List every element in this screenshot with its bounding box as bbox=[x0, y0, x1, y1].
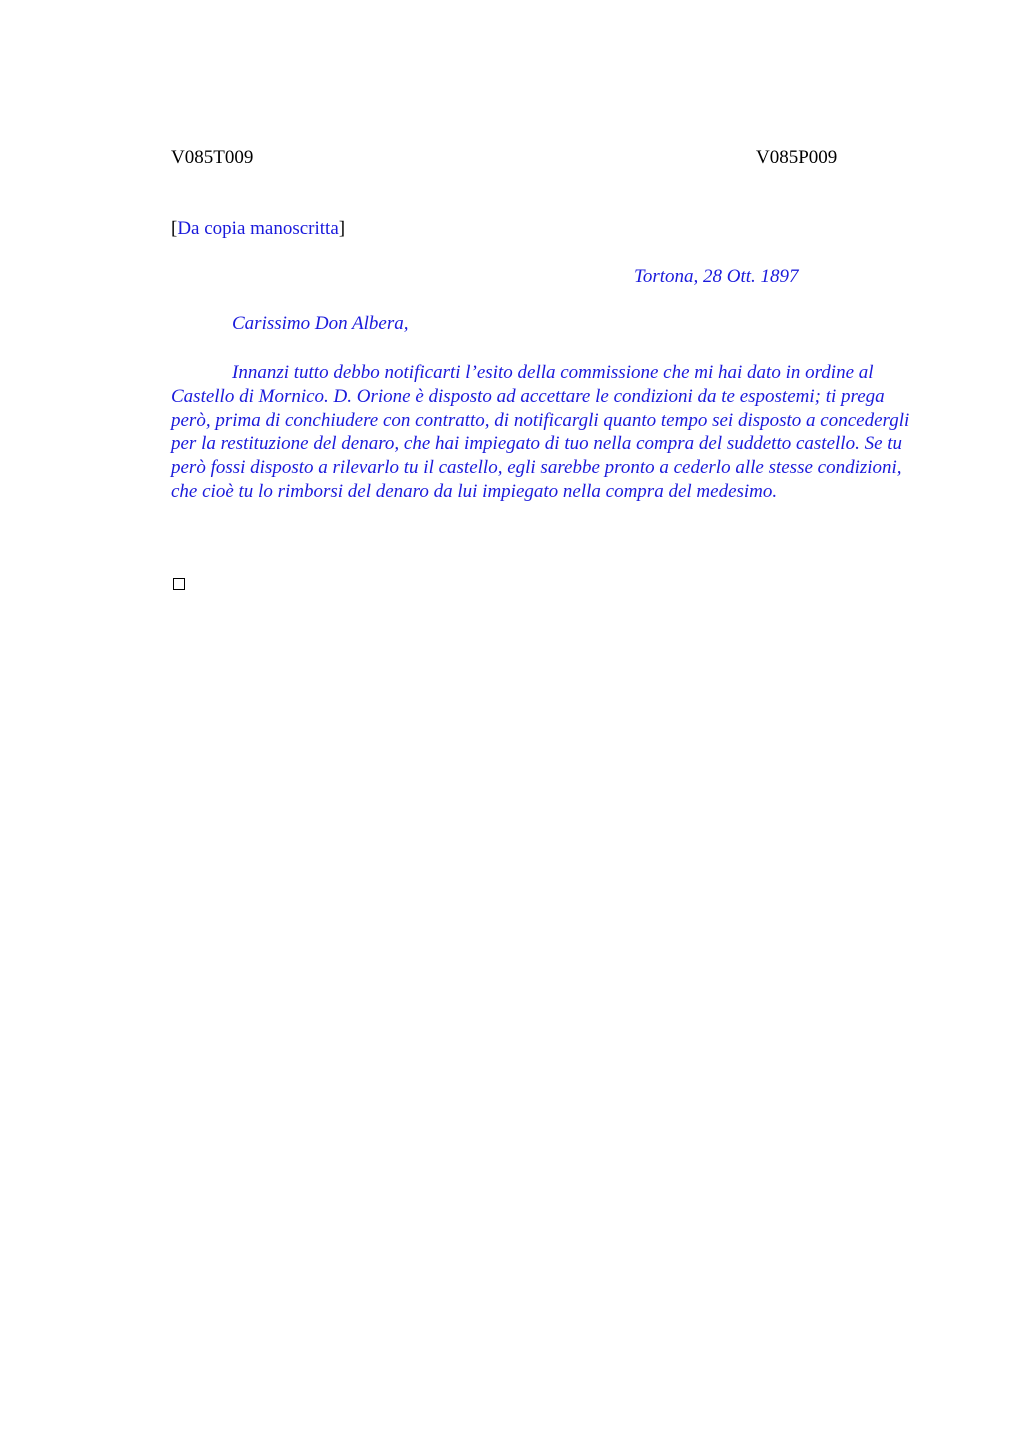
source-note-close-bracket: ] bbox=[338, 218, 346, 239]
letter-salutation: Carissimo Don Albera, bbox=[232, 313, 409, 334]
empty-square-icon bbox=[173, 578, 185, 590]
letter-body: Innanzi tutto debbo notificarti l’esito della commissione che mi hai dato in ordine al Castello di Mornico. D. Orione è disposto ad accettare le condizioni da te espostemi; ti prega però, prima di conchiudere con contratto, di notificargli quanto tempo sei disposto a concedergli per la restituzione del denaro, che hai impiegato di tuo nella compra del suddetto castello. Se tu però fossi disposto a rilevarlo tu il castello, egli sarebbe pronto a cederlo alle stesse condizioni, che cioè tu lo rimborsi del denaro da lui impiegato nella compra del medesimo. bbox=[171, 362, 910, 502]
source-note-text: Da copia manoscritta bbox=[177, 218, 339, 239]
source-note-open-bracket: [ bbox=[171, 218, 178, 239]
letter-dateline: Tortona, 28 Ott. 1897 bbox=[634, 266, 799, 287]
document-code-right: V085P009 bbox=[756, 147, 838, 168]
document-code-left: V085T009 bbox=[171, 147, 254, 168]
source-note bbox=[171, 218, 345, 240]
